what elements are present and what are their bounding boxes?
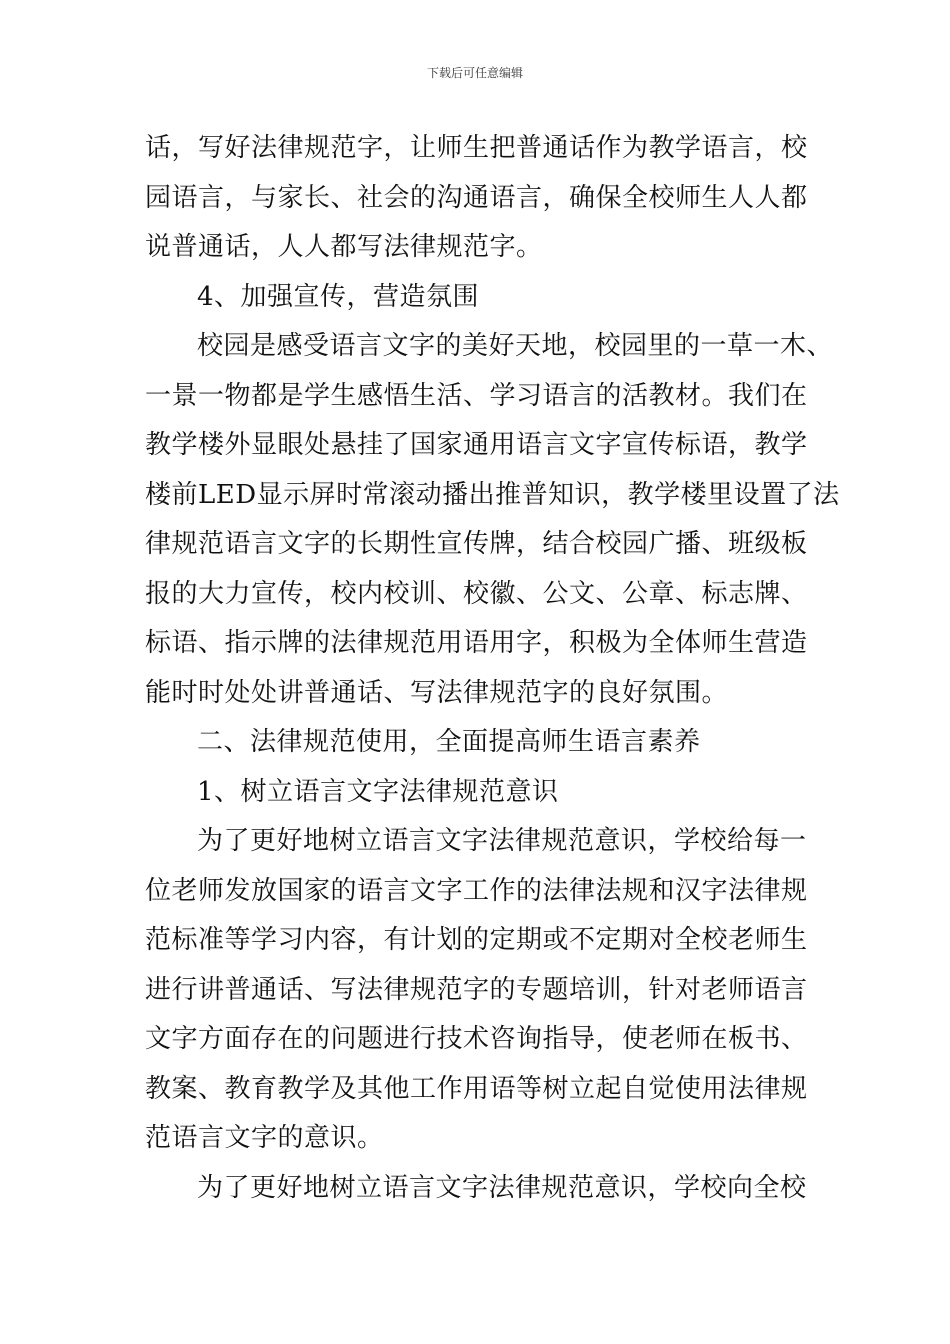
text-line: 校园是感受语言文字的美好天地，校园里的一草一木、 [197, 331, 834, 361]
text-line: 为了更好地树立语言文字法律规范意识，学校向全校 [197, 1172, 807, 1203]
text-line: 律规范语言文字的长期性宣传牌，结合校园广播、班级板 [145, 529, 808, 559]
text-line: 为了更好地树立语言文字法律规范意识，学校给每一 [197, 826, 807, 856]
text-line: 范标准等学习内容，有计划的定期或不定期对全校老师生 [145, 925, 808, 955]
text-line: 范语言文字的意识。 [145, 1123, 384, 1153]
page-header: 下载后可任意编辑 [426, 66, 523, 80]
text-line: 一景一物都是学生感悟生活、学习语言的活教材。我们在 [145, 380, 808, 411]
document-body [145, 124, 840, 1213]
section-heading: 1、树立语言文字法律规范意识 [197, 776, 559, 807]
section-heading: 二、法律规范使用，全面提高师生语言素养 [197, 727, 701, 757]
text-line: 标语、指示牌的法律规范用语用字，积极为全体师生营造 [145, 628, 808, 658]
text-line: 能时时处处讲普通话、写法律规范字的良好氛围。 [145, 677, 729, 708]
text-line: 报的大力宣传，校内校训、校徽、公文、公章、标志牌、 [145, 578, 808, 609]
text-line: 话，写好法律规范字，让师生把普通话作为教学语言，校 [145, 133, 808, 163]
text-line: 位老师发放国家的语言文字工作的法律法规和汉字法律规 [145, 875, 808, 906]
section-heading: 4、加强宣传，营造氛围 [197, 281, 480, 312]
text-line: 楼前LED显示屏时常滚动播出推普知识，教学楼里设置了法 [145, 479, 840, 510]
text-line: 园语言，与家长、社会的沟通语言，确保全校师生人人都 [145, 182, 808, 213]
text-line: 教学楼外显眼处悬挂了国家通用语言文字宣传标语，教学 [145, 430, 808, 460]
text-line: 说普通话，人人都写法律规范字。 [145, 232, 543, 262]
text-line: 进行讲普通话、写法律规范字的专题培训，针对老师语言 [145, 974, 808, 1005]
text-line: 教案、教育教学及其他工作用语等树立起自觉使用法律规 [145, 1073, 808, 1104]
text-line: 文字方面存在的问题进行技术咨询指导，使老师在板书、 [145, 1024, 808, 1054]
